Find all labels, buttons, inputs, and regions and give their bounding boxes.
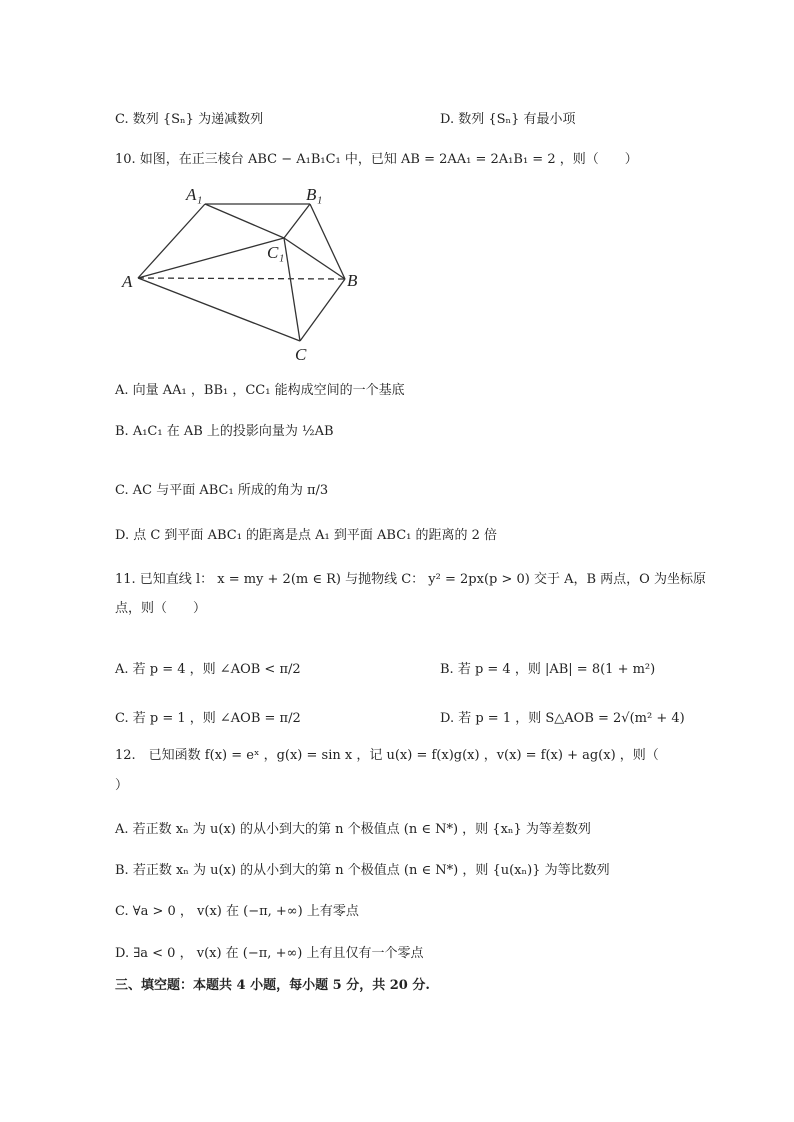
q9-option-c: C. 数列 {Sₙ} 为递减数列 xyxy=(115,112,264,127)
edge-B1-C1 xyxy=(284,204,310,238)
q10-option-d: D. 点 C 到平面 ABC₁ 的距离是点 A₁ 到平面 ABC₁ 的距离的 2 倍 xyxy=(115,528,498,543)
q12-option-b: B. 若正数 xₙ 为 u(x) 的从小到大的第 n 个极值点 (n ∈ N*) ，则 {u(xₙ)} 为等比数列 xyxy=(115,863,610,878)
edge-A-C1 xyxy=(138,238,284,278)
q10-option-b: B. A₁C₁ 在 AB 上的投影向量为 ½AB xyxy=(115,424,334,439)
q11-option-a: A. 若 p = 4 ，则 ∠AOB < π/2 xyxy=(115,662,301,677)
q9-option-d: D. 数列 {Sₙ} 有最小项 xyxy=(440,112,576,127)
q10-option-a: A. 向量 AA₁ ，BB₁ ，CC₁ 能构成空间的一个基底 xyxy=(115,383,405,398)
q12-stem: 12. 已知函数 f(x) = eˣ ，g(x) = sin x ，记 u(x) = f(x)g(x) ，v(x) = f(x) + ag(x) ，则（ xyxy=(115,748,659,763)
frustum-figure xyxy=(110,180,360,370)
edge-A-A1 xyxy=(138,204,205,278)
q12-stem-cont: ） xyxy=(115,778,129,793)
q12-option-a: A. 若正数 xₙ 为 u(x) 的从小到大的第 n 个极值点 (n ∈ N*) ，则 {xₙ} 为等差数列 xyxy=(115,822,591,837)
q12-option-d: D. ∃a < 0 ， v(x) 在 (−π, +∞) 上有且仅有一个零点 xyxy=(115,946,424,961)
label-B1: B₁ xyxy=(306,185,323,204)
section-heading-fill-in: 三、填空题：本题共 4 小题，每小题 5 分，共 20 分. xyxy=(115,978,430,993)
label-A: A xyxy=(122,272,133,291)
q10-option-c: C. AC 与平面 ABC₁ 所成的角为 π/3 xyxy=(115,483,329,498)
q12-option-c: C. ∀a > 0 ， v(x) 在 (−π, +∞) 上有零点 xyxy=(115,904,359,919)
q11-stem-cont: 点，则（ ） xyxy=(115,601,207,616)
edge-C1-C xyxy=(284,238,300,341)
label-C: C xyxy=(295,345,307,364)
q11-option-d: D. 若 p = 1 ，则 S△AOB = 2√(m² + 4) xyxy=(440,711,685,726)
q11-option-c: C. 若 p = 1 ，则 ∠AOB = π/2 xyxy=(115,711,301,726)
edge-C-B xyxy=(300,279,345,341)
edge-A-C xyxy=(138,278,300,341)
label-C1: C₁ xyxy=(267,243,285,262)
edge-A-B-hidden xyxy=(138,278,345,279)
label-A1: A₁ xyxy=(186,185,203,204)
edge-A1-C1 xyxy=(205,204,284,238)
q10-stem: 10. 如图，在正三棱台 ABC − A₁B₁C₁ 中，已知 AB = 2AA₁ = 2A₁B₁ = 2 ，则（ ） xyxy=(115,152,638,167)
q11-stem: 11. 已知直线 l： x = my + 2(m ∈ R) 与抛物线 C： y² = 2px(p > 0) 交于 A，B 两点，O 为坐标原 xyxy=(115,572,706,587)
label-B: B xyxy=(347,271,358,290)
q11-option-b: B. 若 p = 4 ，则 |AB| = 8(1 + m²) xyxy=(440,662,656,677)
